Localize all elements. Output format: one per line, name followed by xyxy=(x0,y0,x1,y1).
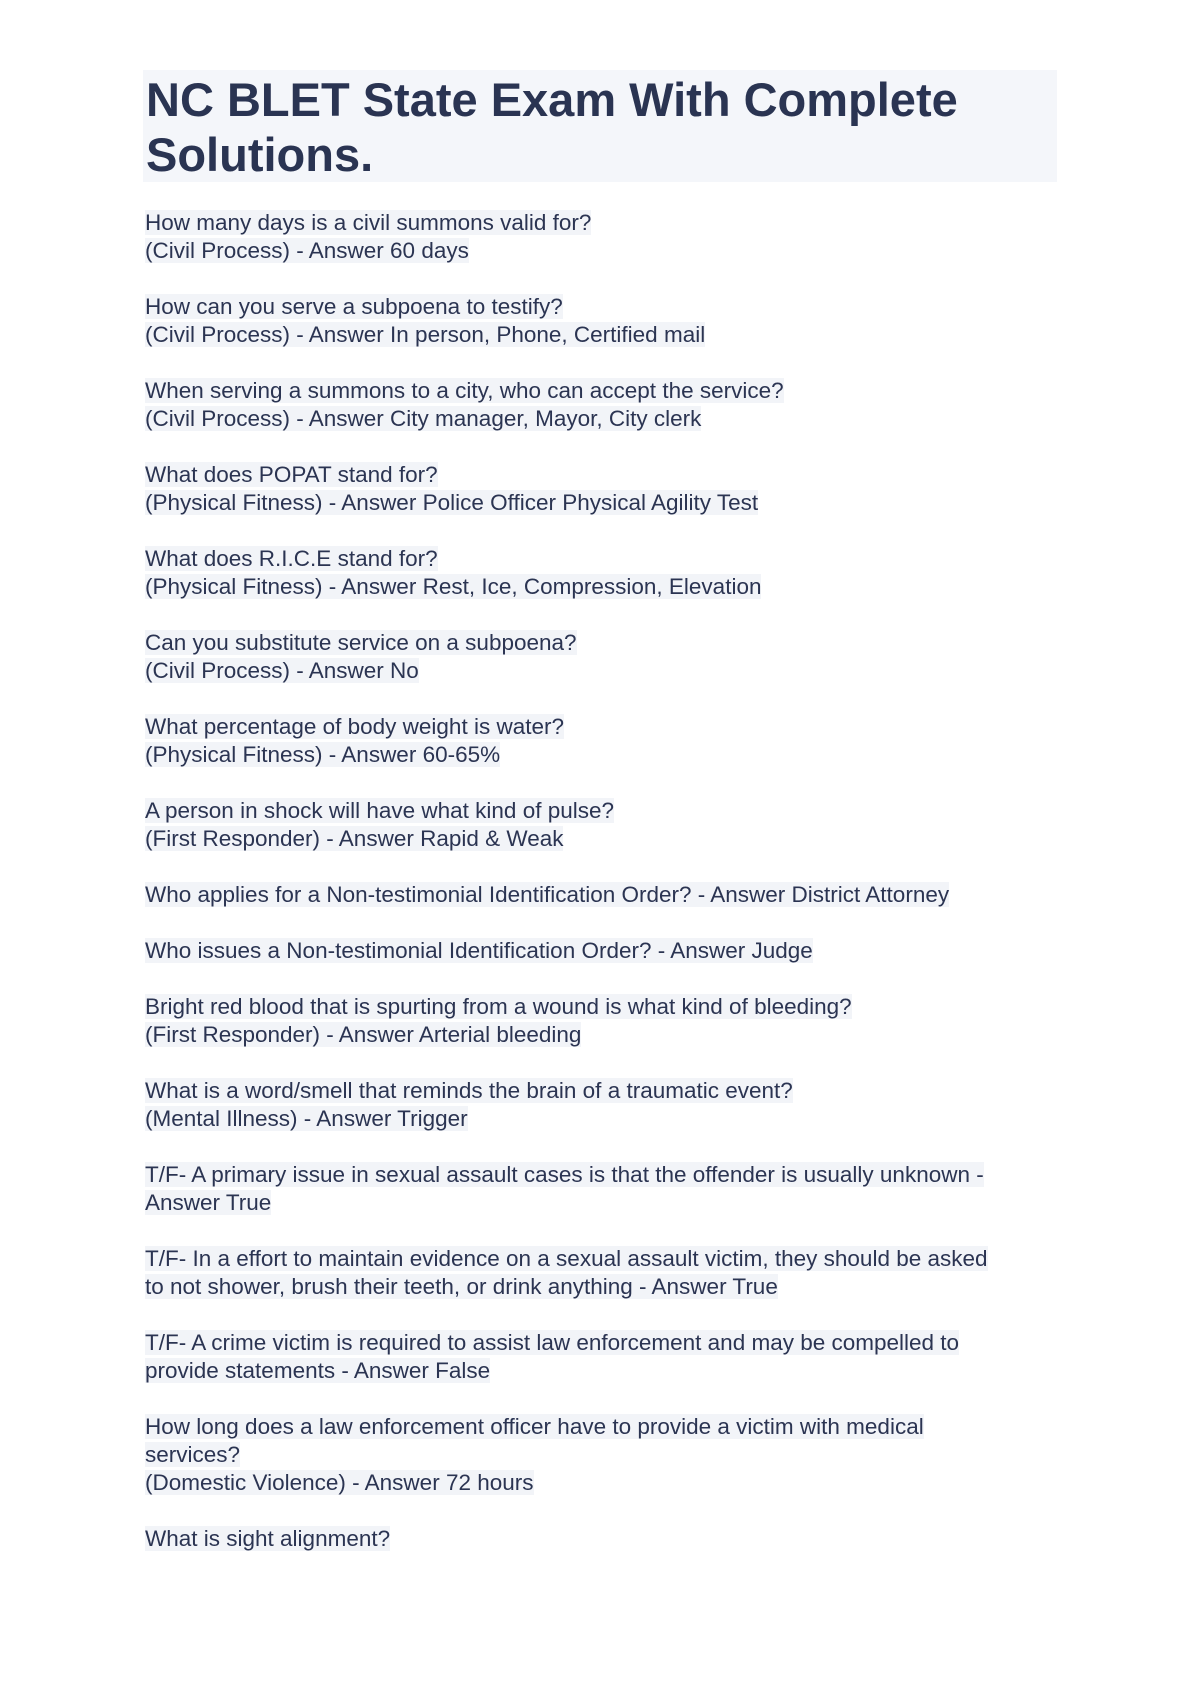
answer-text: (Mental Illness) - Answer Trigger xyxy=(145,1106,468,1131)
qa-item xyxy=(145,937,1065,965)
qa-item xyxy=(145,1329,1065,1385)
qa-item xyxy=(145,1245,1065,1301)
question-text: Who applies for a Non-testimonial Identification Order? - Answer District Attorney xyxy=(145,882,950,907)
answer-text: (Physical Fitness) - Answer Police Officer Physical Agility Test xyxy=(145,490,759,515)
answer-text: (Civil Process) - Answer No xyxy=(145,658,419,683)
qa-item xyxy=(145,1161,1065,1217)
question-text: T/F- A primary issue in sexual assault cases is that the offender is usually unknown - xyxy=(145,1162,984,1187)
qa-item xyxy=(145,461,1065,517)
question-text: How many days is a civil summons valid for? xyxy=(145,210,592,235)
question-text: When serving a summons to a city, who can accept the service? xyxy=(145,378,784,403)
question-text: How can you serve a subpoena to testify? xyxy=(145,294,563,319)
question-text: T/F- A crime victim is required to assist law enforcement and may be compelled to xyxy=(145,1330,960,1355)
question-text: Can you substitute service on a subpoena? xyxy=(145,630,577,655)
question-text: Bright red blood that is spurting from a wound is what kind of bleeding? xyxy=(145,994,852,1019)
qa-item xyxy=(145,881,1065,909)
question-text: A person in shock will have what kind of pulse? xyxy=(145,798,615,823)
qa-item xyxy=(145,1413,1065,1497)
answer-text: (Civil Process) - Answer In person, Phone, Certified mail xyxy=(145,322,706,347)
question-text: T/F- In a effort to maintain evidence on a sexual assault victim, they should be asked xyxy=(145,1246,988,1271)
answer-text: (Domestic Violence) - Answer 72 hours xyxy=(145,1470,534,1495)
answer-text: Answer True xyxy=(145,1190,272,1215)
qa-item xyxy=(145,629,1065,685)
question-text: How long does a law enforcement officer have to provide a victim with medical services? xyxy=(145,1414,924,1467)
answer-text: (First Responder) - Answer Rapid & Weak xyxy=(145,826,564,851)
title-banner xyxy=(143,70,1057,182)
qa-item xyxy=(145,1077,1065,1133)
qa-item xyxy=(145,797,1065,853)
question-text: What is a word/smell that reminds the brain of a traumatic event? xyxy=(145,1078,793,1103)
answer-text: provide statements - Answer False xyxy=(145,1358,491,1383)
qa-item xyxy=(145,377,1065,433)
question-text: What does R.I.C.E stand for? xyxy=(145,546,438,571)
answer-text: (Physical Fitness) - Answer Rest, Ice, Compression, Elevation xyxy=(145,574,762,599)
qa-item xyxy=(145,1525,1065,1553)
answer-text: (Physical Fitness) - Answer 60-65% xyxy=(145,742,501,767)
answer-text: (Civil Process) - Answer City manager, Mayor, City clerk xyxy=(145,406,702,431)
document-title: NC BLET State Exam With Complete Solutions. xyxy=(146,73,958,181)
qa-item xyxy=(145,545,1065,601)
qa-item xyxy=(145,993,1065,1049)
question-text: Who issues a Non-testimonial Identification Order? - Answer Judge xyxy=(145,938,813,963)
qa-item xyxy=(145,209,1065,265)
question-text: What is sight alignment? xyxy=(145,1526,391,1551)
answer-text: (Civil Process) - Answer 60 days xyxy=(145,238,469,263)
question-text: What percentage of body weight is water? xyxy=(145,714,564,739)
answer-text: (First Responder) - Answer Arterial bleeding xyxy=(145,1022,582,1047)
question-text: What does POPAT stand for? xyxy=(145,462,438,487)
qa-list xyxy=(145,209,1065,1581)
answer-text: to not shower, brush their teeth, or drink anything - Answer True xyxy=(145,1274,778,1299)
qa-item xyxy=(145,293,1065,349)
qa-item xyxy=(145,713,1065,769)
